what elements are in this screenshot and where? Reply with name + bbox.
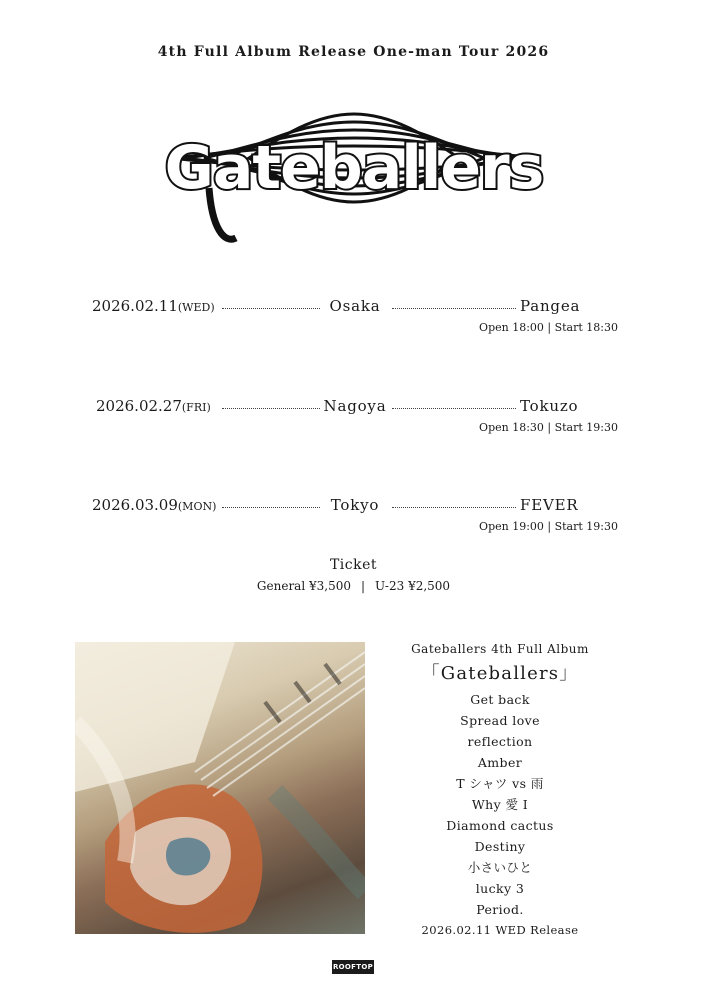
track-item: Spread love: [460, 713, 540, 728]
tour-date-row: [0, 496, 707, 556]
show-venue: Tokuzo: [520, 397, 579, 415]
show-times: Open 18:00 | Start 18:30: [479, 321, 618, 334]
track-item: Destiny: [474, 839, 526, 854]
band-logo: [164, 88, 544, 248]
track-item: T シャツ vs 雨: [456, 776, 544, 791]
track-item: Amber: [477, 755, 523, 770]
price-u23: U-23 ¥2,500: [375, 579, 451, 593]
album-info: [390, 642, 610, 937]
track-item: Period.: [476, 902, 524, 917]
dotted-leader: [392, 507, 516, 508]
track-item: Get back: [470, 692, 530, 707]
track-item: Why 愛 I: [471, 797, 529, 812]
show-date: 2026.02.11(WED): [92, 297, 215, 315]
show-city: Tokyo: [330, 496, 380, 514]
show-city: Nagoya: [323, 397, 387, 415]
show-venue: FEVER: [520, 496, 579, 514]
price-general: General ¥3,500: [256, 579, 351, 593]
dotted-leader: [392, 308, 516, 309]
ticket-prices: [0, 579, 707, 593]
album-title: 「Gateballers」: [421, 663, 579, 684]
track-list: [390, 689, 610, 920]
show-date: 2026.02.27(FRI): [96, 397, 211, 415]
track-item: 小さいひと: [467, 860, 533, 875]
track-item: Diamond cactus: [446, 818, 554, 833]
track-item: lucky 3: [475, 881, 525, 896]
ticket-label: Ticket: [329, 557, 378, 573]
release-date: 2026.02.11 WED Release: [421, 923, 579, 937]
show-venue: Pangea: [520, 297, 581, 315]
track-item: reflection: [467, 734, 533, 749]
price-separator: |: [360, 579, 366, 593]
show-city: Osaka: [329, 297, 381, 315]
tour-date-row: [0, 297, 707, 357]
rooftop-logo: ROOFTOP: [332, 960, 374, 974]
tour-title: 4th Full Album Release One-man Tour 2026: [157, 44, 550, 60]
logo-wordmark: Gateballers: [164, 133, 544, 203]
guitar-photo-art: [75, 642, 365, 934]
album-subtitle: Gateballers 4th Full Album: [411, 642, 589, 656]
show-times: Open 19:00 | Start 19:30: [479, 520, 618, 533]
show-times: Open 18:30 | Start 19:30: [479, 421, 618, 434]
show-date: 2026.03.09(MON): [92, 496, 217, 514]
dotted-leader: [392, 408, 516, 409]
album-cover-image: [75, 642, 365, 934]
ticket-info: [0, 557, 707, 593]
tour-date-row: [0, 397, 707, 457]
